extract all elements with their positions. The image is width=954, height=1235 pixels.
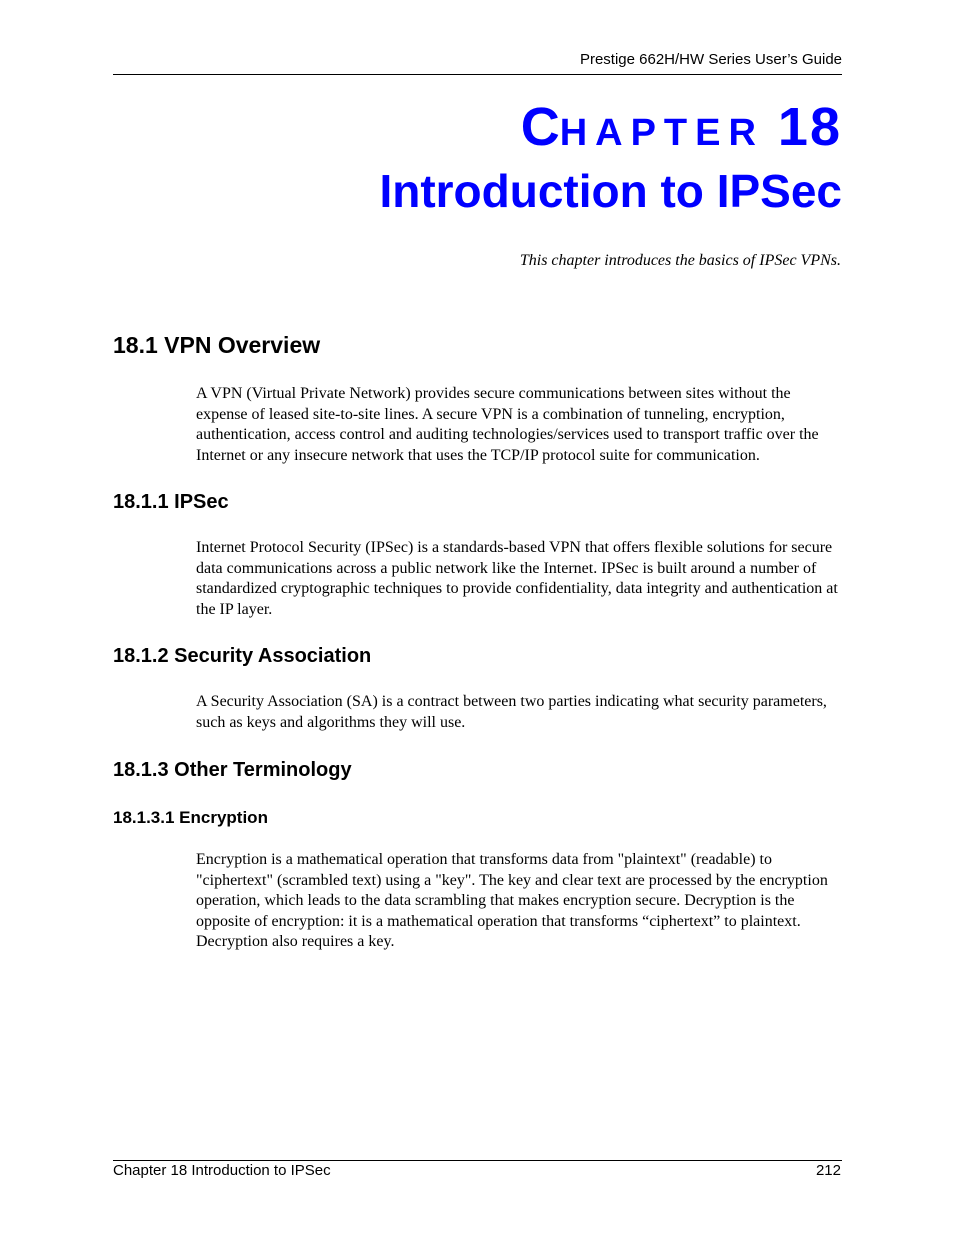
chapter-number: 18 (777, 97, 842, 157)
footer-page-number: 212 (815, 1162, 841, 1179)
running-header: Prestige 662H/HW Series User’s Guide (579, 51, 842, 68)
section-heading-vpn-overview: 18.1 VPN Overview (113, 332, 321, 358)
section-heading-other-terminology: 18.1.3 Other Terminology (113, 759, 352, 781)
footer-rule (113, 1160, 842, 1161)
section-heading-encryption: 18.1.3.1 Encryption (113, 808, 268, 827)
chapter-label (520, 97, 842, 157)
chapter-label-rest: HAPTER (559, 112, 764, 154)
chapter-title: Introduction to IPSec (379, 165, 842, 217)
section-body-ipsec: Internet Protocol Security (IPSec) is a standards-based VPN that offers flexible solutions for secure data communications across a public network like the Internet. IPSec is built around a number of standardized cryptographic techniques to provide confidentiality, data integrity and authentication at the IP layer. (196, 539, 838, 618)
section-body-vpn-overview: A VPN (Virtual Private Network) provides secure communications between sites without the expense of leased site-to-site lines. A secure VPN is a combination of tunneling, encryption, authentication, access control and auditing technologies/services used to transport traffic over the Internet or any insecure network that uses the TCP/IP protocol suite for communication. (196, 385, 819, 464)
chapter-label-initial: C (520, 97, 560, 157)
section-body-security-association: A Security Association (SA) is a contract between two parties indicating what security parameters, such as keys and algorithms they will use. (196, 693, 827, 731)
header-rule (113, 74, 842, 75)
section-heading-security-association: 18.1.2 Security Association (113, 645, 372, 667)
section-heading-ipsec: 18.1.1 IPSec (113, 491, 229, 513)
footer-chapter-ref: Chapter 18 Introduction to IPSec (113, 1162, 331, 1179)
chapter-intro: This chapter introduces the basics of IPSec VPNs. (519, 252, 841, 269)
section-body-encryption: Encryption is a mathematical operation that transforms data from "plaintext" (readable) to "ciphertext" (scrambled text) using a "key". The key and clear text are processed by the encryption operation, which leads to the data scrambling that makes encryption secure. Decryption is the opposite of encryption: it is a mathematical operation that transforms “ciphertext” to plaintext. Decryption also requires a key. (196, 851, 828, 950)
